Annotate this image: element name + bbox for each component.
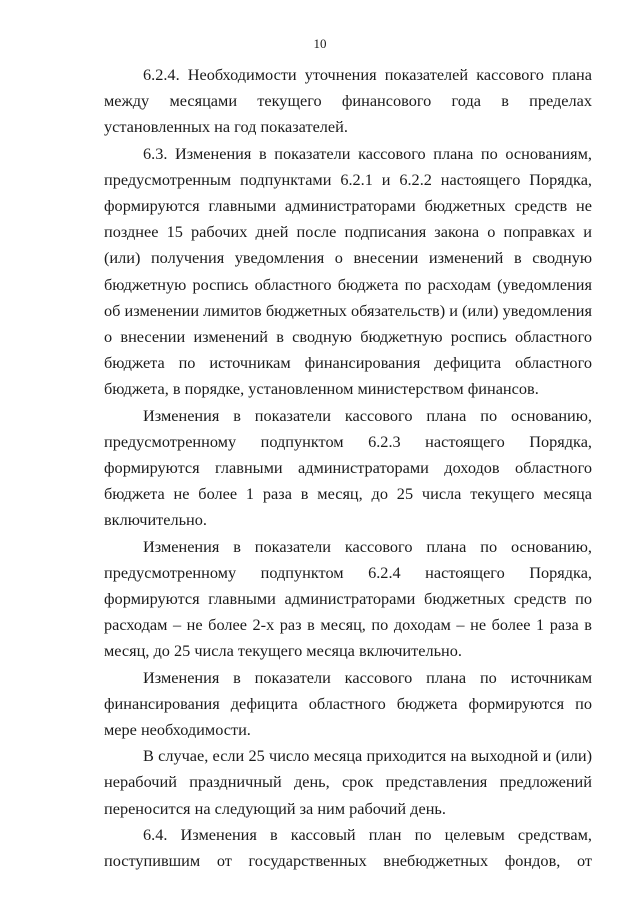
paragraph-6-4: 6.4. Изменения в кассовый план по целевым средствам, поступившим от государственных внебюджетных фондов, от bbox=[104, 824, 592, 871]
document-body bbox=[104, 62, 592, 874]
paragraph-changes-6-2-4: Изменения в показатели кассового плана по основанию, предусмотренному подпунктом 6.2.4 настоящего Порядка, формируются главными администраторами бюджетных средств по расходам – не более 2-х раз в месяц, по доходам – не более 1 раза в месяц, до 25 числа текущего месяца включительно. bbox=[104, 536, 592, 661]
paragraph-holiday-rule: В случае, если 25 число месяца приходится на выходной и (или) нерабочий праздничный день, срок представления предложений переносится на следующий за ним рабочий день. bbox=[104, 746, 592, 818]
page-number: 10 bbox=[313, 36, 327, 51]
paragraph-6-2-4: 6.2.4. Необходимости уточнения показателей кассового плана между месяцами текущего финансового года в пределах установленных на год показателей. bbox=[104, 65, 592, 137]
paragraph-6-3: 6.3. Изменения в показатели кассового плана по основаниям, предусмотренным подпунктами 6.2.1 и 6.2.2 настоящего Порядка, формируются главными администраторами бюджетных средств не позднее 15 рабочих дней после подписания закона о поправках и (или) получения уведомления о внесении изменений в сводную бюджетную роспись областного бюджета по расходам (уведомления об изменении лимитов бюджетных обязательств) и (или) уведомления о внесении изменений в сводную бюджетную роспись областного бюджета по источникам финансирования дефицита областного бюджета, в порядке, установленном министерством финансов. bbox=[104, 143, 592, 399]
paragraph-changes-6-2-3: Изменения в показатели кассового плана по основанию, предусмотренному подпунктом 6.2.3 настоящего Порядка, формируются главными администраторами доходов областного бюджета не более 1 раза в месяц, до 25 числа текущего месяца включительно. bbox=[104, 405, 592, 530]
paragraph-changes-sources: Изменения в показатели кассового плана по источникам финансирования дефицита областного бюджета формируются по мере необходимости. bbox=[104, 667, 592, 740]
